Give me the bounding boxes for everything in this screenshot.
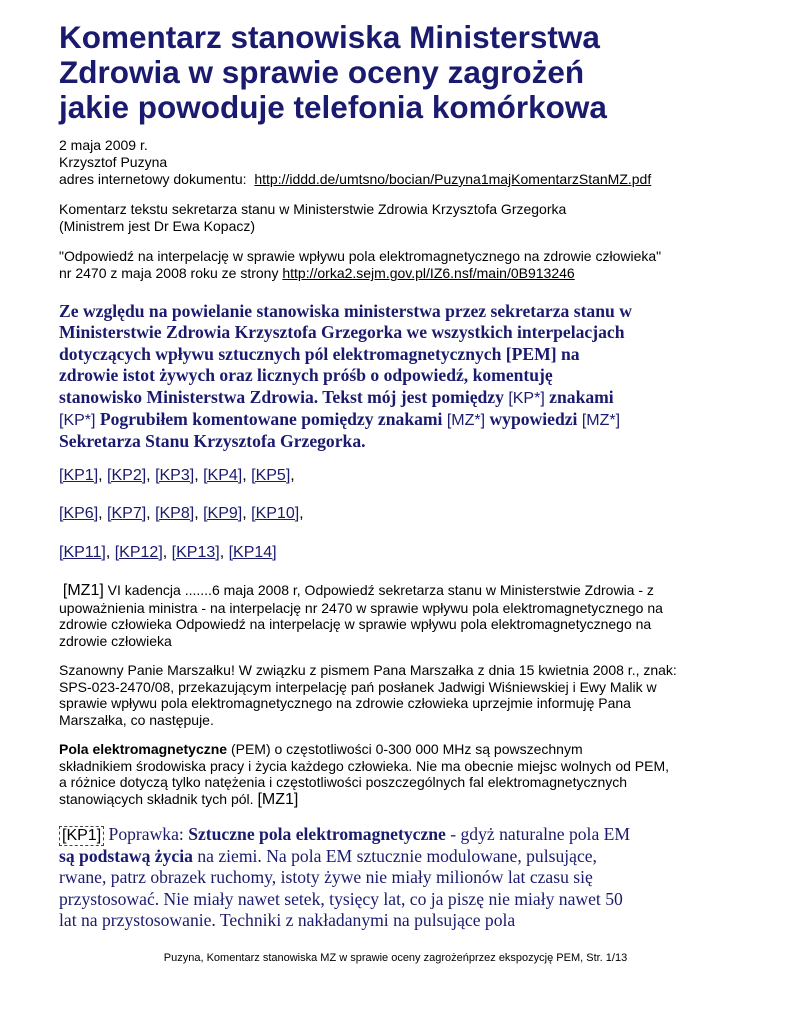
intro-text: wypowiedzi — [485, 409, 582, 430]
kp-link[interactable]: [KP4] — [203, 467, 243, 484]
paragraph-line — [59, 824, 759, 846]
kp-link[interactable]: [KP1] — [59, 467, 99, 484]
letter-paragraph — [59, 662, 677, 728]
paragraph-line: lat na przystosowanie. Techniki z nakładanymi na pulsujące pola — [59, 910, 516, 931]
source-block — [59, 248, 661, 282]
document-url-link[interactable]: http://iddd.de/umtsno/bocian/Puzyna1majKomentarzStanMZ.pdf — [254, 171, 652, 187]
kp-link[interactable]: [KP5] — [251, 467, 291, 484]
comment-line: Komentarz tekstu sekretarza stanu w Ministerstwie Zdrowia Krzysztofa Grzegorka — [59, 201, 567, 217]
paragraph-line — [59, 846, 759, 867]
paragraph-line — [59, 741, 669, 758]
intro-line: Ze względu na powielanie stanowiska ministerstwa przez sekretarza stanu w — [59, 301, 632, 321]
document-date: 2 maja 2009 r. — [59, 137, 148, 153]
intro-line: Ministerstwie Zdrowia Krzysztofa Grzegorka we wszystkich interpelacjach — [59, 322, 625, 343]
paragraph-line: upoważnienia ministra - na interpelację nr 2470 w sprawie wpływu pola elektromagnetycznego na — [59, 599, 663, 616]
pem-paragraph — [59, 741, 669, 808]
paragraph-text: stanowiących składnik tych pól. — [59, 790, 258, 807]
kp-link[interactable]: [KP6] — [59, 505, 99, 522]
paragraph-line: sprawie wpływu pola elektromagnetycznego na zdrowie człowieka uprzejmie informuję Pana — [59, 695, 631, 711]
kp-link[interactable]: [KP8] — [155, 505, 195, 522]
kp-marker: [KP*] — [59, 412, 96, 430]
source-url-link[interactable]: http://orka2.sejm.gov.pl/IZ6.nsf/main/0B913246 — [282, 265, 575, 281]
kp1-anchor[interactable]: [KP1] — [59, 826, 104, 846]
comment-block — [59, 201, 566, 235]
paragraph-text: na ziemi. Na pola EM sztucznie modulowane, pulsujące, — [192, 846, 597, 866]
document-title — [59, 20, 759, 125]
kp-link-row: [KP1], [KP2], [KP3], [KP4], [KP5], — [59, 467, 295, 484]
title-line: Komentarz stanowiska Ministerstwa — [59, 19, 600, 55]
kp-link[interactable]: [KP3] — [155, 467, 195, 484]
source-title: "Odpowiedź na interpelację w sprawie wpływu pola elektromagnetycznego na zdrowie człowieka" — [59, 248, 662, 264]
comment-line: (Ministrem jest Dr Ewa Kopacz) — [59, 218, 256, 234]
intro-paragraph — [59, 301, 739, 453]
bold-term: są podstawą życia — [59, 846, 193, 866]
kp-link[interactable]: [KP2] — [107, 467, 147, 484]
intro-line: zdrowie istot żywych oraz licznych próśb o odpowiedź, komentuję — [59, 365, 553, 386]
paragraph-text: (PEM) o częstotliwości 0-300 000 MHz są powszechnym — [227, 741, 583, 757]
intro-line — [59, 409, 739, 431]
paragraph-line — [59, 582, 663, 600]
bold-term: Sztuczne pola elektromagnetyczne — [188, 824, 446, 844]
intro-line: dotyczących wpływu sztucznych pól elektromagnetycznych [PEM] na — [59, 343, 580, 364]
intro-line — [59, 387, 739, 409]
kp-link[interactable]: [KP13] — [171, 544, 220, 561]
paragraph-line: zdrowie człowieka Odpowiedź na interpelację w sprawie wpływu pola elektromagnetycznego na — [59, 616, 652, 632]
kp1-paragraph — [59, 824, 759, 932]
kp-marker: [KP*] — [508, 389, 545, 407]
intro-text: Pogrubiłem komentowane pomiędzy znakami — [95, 409, 447, 430]
paragraph-text: VI kadencja .......6 maja 2008 r, Odpowiedź sekretarza stanu w Ministerstwie Zdrowia - z — [103, 582, 654, 598]
paragraph-line: Szanowny Panie Marszałku! W związku z pismem Pana Marszałka z dnia 15 kwietnia 2008 r., znak: — [59, 662, 677, 678]
source-prefix: nr 2470 z maja 2008 roku ze strony — [59, 265, 283, 281]
document-author: Krzysztof Puzyna — [59, 154, 168, 170]
intro-line: Sekretarza Stanu Krzysztofa Grzegorka. — [59, 431, 366, 452]
mz-marker: [MZ1] — [62, 582, 104, 599]
paragraph-text: - gdyż naturalne pola EM — [445, 824, 631, 844]
paragraph-line — [59, 791, 669, 809]
url-label: adres internetowy dokumentu: — [59, 171, 247, 187]
kp-link[interactable]: [KP9] — [203, 505, 243, 522]
kp-link[interactable]: [KP14] — [228, 544, 277, 561]
kp-link-row: [KP6], [KP7], [KP8], [KP9], [KP10], — [59, 505, 304, 522]
intro-text: stanowisko Ministerstwa Zdrowia. Tekst mój jest pomiędzy — [59, 386, 509, 407]
paragraph-line: rwane, patrz obrazek ruchomy, istoty żywe nie miały milionów lat czasu się — [59, 867, 593, 888]
document-url-line — [59, 171, 651, 188]
page-footer: Puzyna, Komentarz stanowiska MZ w sprawie oceny zagrożeńprzez ekspozycję PEM, Str. 1/13 — [163, 952, 628, 964]
paragraph-line: a różnice dotyczą tylko natężenia i częstotliwości poszczególnych fal elektromagnetycznych — [59, 774, 628, 790]
paragraph-line: przystosować. Nie miały nawet setek, tysięcy lat, co ja piszę nie miały nawet 50 — [59, 888, 623, 909]
mz-marker: [MZ*] — [446, 412, 486, 430]
paragraph-text: Poprawka: — [104, 824, 189, 844]
paragraph-line: składnikiem środowiska pracy i życia każdego człowieka. Nie ma obecnie miejsc wolnych od PEM, — [59, 757, 670, 774]
kp-link[interactable]: [KP12] — [114, 544, 163, 561]
pem-bold-term: Pola elektromagnetyczne — [59, 741, 228, 757]
kp-link[interactable]: [KP11] — [59, 544, 106, 561]
mz-marker: [MZ1] — [257, 790, 299, 808]
mz-marker: [MZ*] — [581, 412, 621, 430]
mz1-paragraph — [59, 582, 663, 649]
paragraph-line: SPS-023-2470/08, przekazującym interpelację pań posłanek Jadwigi Wiśniewskiej i Ewy Malik w — [59, 678, 657, 695]
kp-link[interactable]: [KP10] — [251, 505, 300, 522]
source-line — [59, 265, 661, 282]
intro-text: znakami — [544, 386, 614, 407]
kp-link-row: [KP11], [KP12], [KP13], [KP14] — [59, 544, 277, 561]
title-line: jakie powoduje telefonia komórkowa — [59, 89, 607, 125]
paragraph-line: zdrowie człowieka — [59, 632, 172, 649]
document-meta — [59, 137, 651, 188]
title-line: Zdrowia w sprawie oceny zagrożeń — [59, 54, 585, 90]
kp-link[interactable]: [KP7] — [107, 505, 147, 522]
paragraph-line: Marszałka, co następuje. — [59, 711, 214, 728]
